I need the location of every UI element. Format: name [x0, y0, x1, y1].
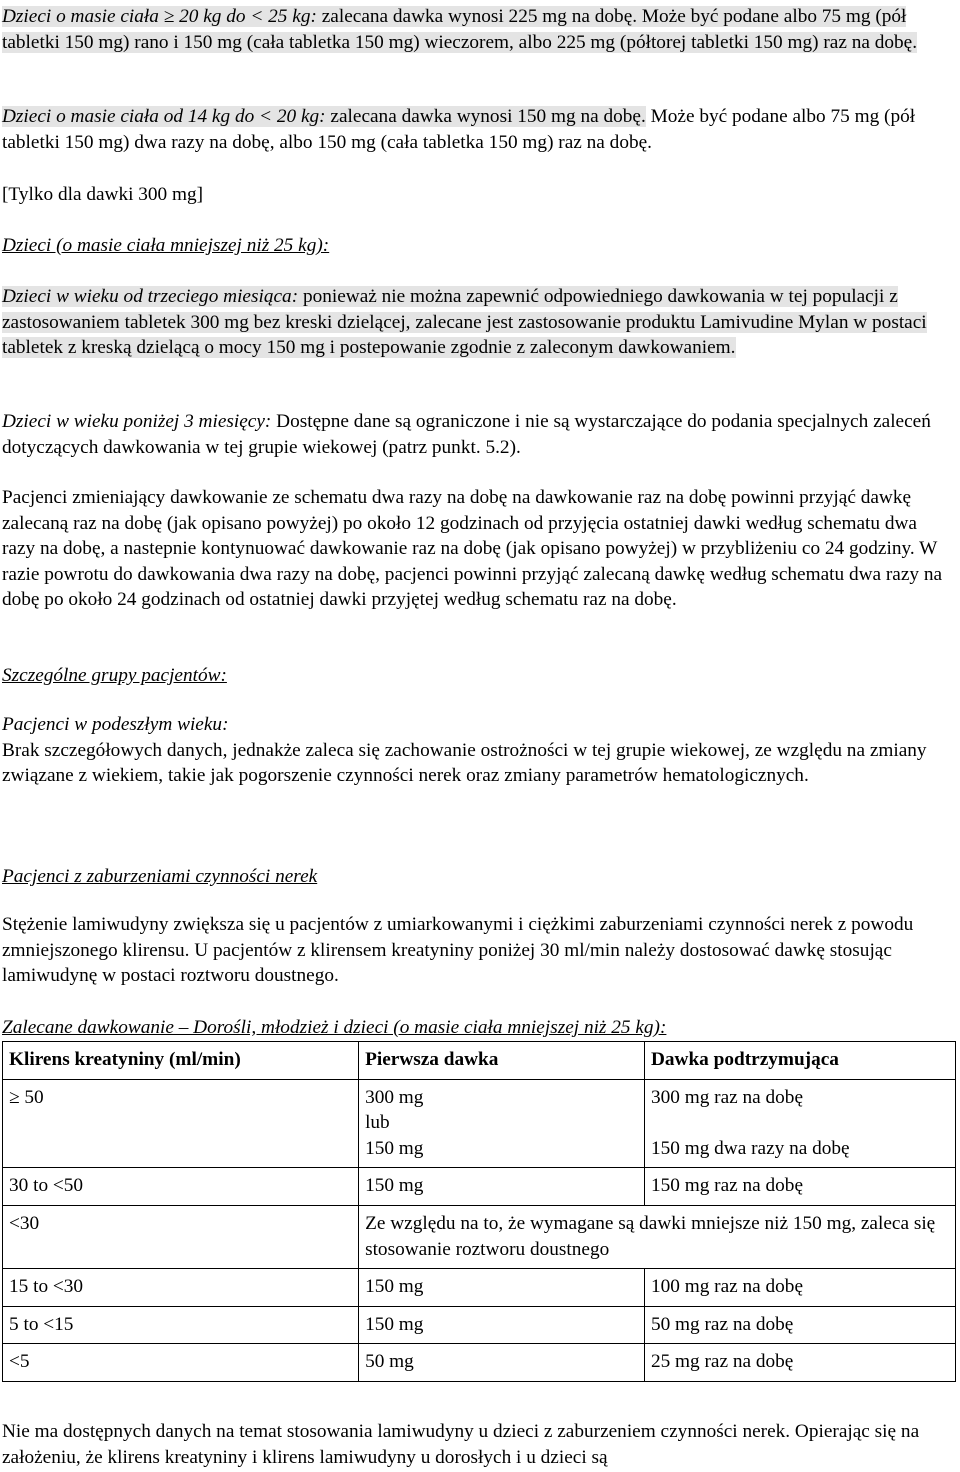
children-under-25kg-heading: Dzieci (o masie ciała mniejszej niż 25 kg):	[2, 235, 330, 256]
paragraph-renal-impairment: Stężenie lamiwudyny zwiększa się u pacjentów z umiarkowanymi i ciężkimi zaburzeniami czynności nerek z powodu zmniejszonego klirensu. U pacjentów z klirensem kreatyniny poniżej 30 ml/min należy dostosować dawkę stosując lamiwudynę w postaci roztworu doustnego.	[2, 914, 914, 987]
children-14-20kg-label: Dzieci o masie ciała od 14 kg do < 20 kg:	[2, 106, 326, 127]
children-from-3-months-label: Dzieci w wieku od trzeciego miesiąca:	[2, 286, 299, 307]
cell-first-dose	[359, 1079, 645, 1168]
paragraph-elderly	[2, 712, 954, 789]
cell-maintenance-dose: 150 mg raz na dobę	[644, 1168, 955, 1206]
children-under-3-months-label: Dzieci w wieku poniżej 3 miesięcy:	[2, 411, 272, 432]
table-row	[3, 1205, 956, 1268]
first-dose-value: 150 mg	[365, 1137, 424, 1159]
only-300mg-note: [Tylko dla dawki 300 mg]	[2, 184, 204, 205]
header-first-dose: Pierwsza dawka	[359, 1042, 645, 1080]
children-20-25kg-label: Dzieci o masie ciała ≥ 20 kg do < 25 kg:	[2, 6, 317, 27]
header-maintenance-dose: Dawka podtrzymująca	[644, 1042, 955, 1080]
paragraph-children-under-3-months	[2, 409, 954, 460]
cell-clearance: <30	[3, 1205, 359, 1268]
cell-clearance: <5	[3, 1344, 359, 1382]
cell-clearance: 5 to <15	[3, 1306, 359, 1344]
cell-first-dose: 150 mg	[359, 1269, 645, 1307]
paragraph-pediatric-renal: Nie ma dostępnych danych na temat stosowania lamiwudyny u dzieci z zaburzeniem czynności nerek. Opierając się na założeniu, że klirens kreatyniny i klirens lamiwudyny u dorosłych i u dzieci są	[2, 1421, 920, 1468]
cell-clearance: ≥ 50	[3, 1079, 359, 1168]
header-creatinine-clearance: Klirens kreatyniny (ml/min)	[3, 1042, 359, 1080]
table-header-row	[3, 1042, 956, 1080]
elderly-text: Brak szczegółowych danych, jednakże zaleca się zachowanie ostrożności w tej grupie wiekowej, ze względu na zmiany związane z wiekiem, takie jak pogorszenie czynności nerek oraz zmiany parametrów hematologicznych.	[2, 739, 927, 787]
dosing-table	[2, 1041, 956, 1382]
cell-first-dose: 50 mg	[359, 1344, 645, 1382]
paragraph-children-20-25kg	[2, 4, 954, 55]
first-dose-or: lub	[365, 1112, 390, 1134]
children-14-20kg-text: zalecana dawka wynosi 150 mg na dobę.	[325, 106, 646, 127]
table-row	[3, 1269, 956, 1307]
table-row	[3, 1344, 956, 1382]
children-from-3-months-text: ponieważ nie można zapewnić odpowiedniego dawkowania w tej populacji z zastosowaniem tabletek 300 mg bez kreski dzielącej, zalecane jest zastosowanie produktu Lamivudine Mylan w postaci tabletek z kreską dzielącą o mocy 150 mg i postepowanie zgodnie z zaleconym dawkowaniem.	[2, 286, 927, 359]
elderly-label: Pacjenci w podeszłym wieku:	[2, 714, 229, 735]
cell-maintenance-dose	[644, 1079, 955, 1168]
cell-maintenance-dose: 50 mg raz na dobę	[644, 1306, 955, 1344]
renal-impairment-heading: Pacjenci z zaburzeniami czynności nerek	[2, 866, 318, 887]
table-row	[3, 1306, 956, 1344]
table-row	[3, 1079, 956, 1168]
cell-maintenance-dose: 25 mg raz na dobę	[644, 1344, 955, 1382]
spacer	[651, 1110, 949, 1136]
paragraph-switching-regimen: Pacjenci zmieniający dawkowanie ze schematu dwa razy na dobę na dawkowanie raz na dobę powinni przyjąć dawkę zalecaną raz na dobę (jak opisano powyżej) po około 12 godzinach od przyjęcia ostatniej dawki według schematu dwa razy na dobę, a nastepnie kontynuować dawkowanie raz na dobę (jak opisano powyżej) w przybliżeniu co 24 godziny. W razie powrotu do dawkowania dwa razy na dobę, pacjenci powinni przyjąć zalecaną dawkę według schematu dwa razy na dobę po około 24 godzinach od ostatniej dawki przyjętej według schematu raz na dobę.	[2, 487, 943, 611]
first-dose-value: 300 mg	[365, 1086, 424, 1108]
cell-first-dose: 150 mg	[359, 1306, 645, 1344]
children-20-25kg-text: zalecana dawka wynosi 225 mg na dobę. Może być podane albo 75 mg (pół tabletki 150 mg) rano i 150 mg (cała tabletka 150 mg) wieczorem, albo 225 mg (półtorej tabletki 150 mg) raz na dobę.	[2, 6, 918, 53]
maintenance-dose-value: 300 mg raz na dobę	[650, 1086, 804, 1108]
cell-maintenance-dose: 100 mg raz na dobę	[644, 1269, 955, 1307]
cell-oral-solution-note: Ze względu na to, że wymagane są dawki mniejsze niż 150 mg, zaleca się stosowanie roztworu doustnego	[359, 1205, 956, 1268]
cell-first-dose: 150 mg	[359, 1168, 645, 1206]
cell-clearance: 15 to <30	[3, 1269, 359, 1307]
paragraph-children-14-20kg	[2, 104, 954, 155]
recommended-dosing-heading: Zalecane dawkowanie – Dorośli, młodzież i dzieci (o masie ciała mniejszej niż 25 kg):	[2, 1017, 667, 1038]
cell-clearance: 30 to <50	[3, 1168, 359, 1206]
children-under-3-months-text: Dostępne dane są ograniczone i nie są wystarczające do podania specjalnych zaleceń dotyczących dawkowania w tej grupie wiekowej (patrz punkt. 5.2).	[2, 411, 931, 458]
table-row	[3, 1168, 956, 1206]
maintenance-dose-value: 150 mg dwa razy na dobę	[650, 1137, 850, 1159]
paragraph-children-from-3-months	[2, 284, 954, 361]
special-populations-heading: Szczególne grupy pacjentów:	[2, 665, 227, 686]
children-14-20kg-text-2: Może być podane albo 75 mg (pół tabletki 150 mg) dwa razy na dobę, albo 150 mg (cała tabletka 150 mg) raz na dobę.	[2, 106, 916, 153]
